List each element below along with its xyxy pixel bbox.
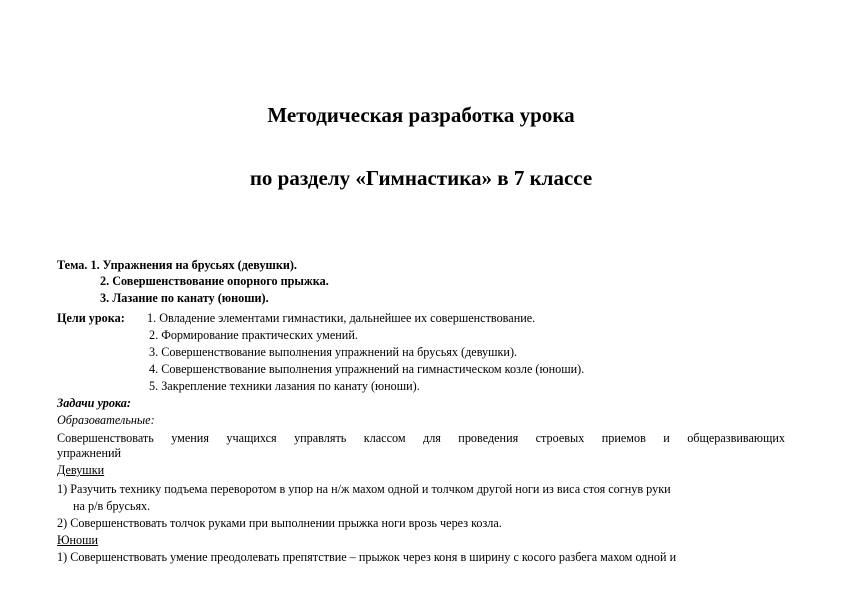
goal-item-5: 5. Закрепление техники лазания по канату (юноши). xyxy=(149,379,420,393)
topic-line-1 xyxy=(57,258,297,273)
goal-item-3: 3. Совершенствование выполнения упражнений на брусьях (девушки). xyxy=(149,345,518,359)
document-subtitle: по разделу «Гимнастика» в 7 классе xyxy=(249,166,593,190)
boys-heading: Юноши xyxy=(57,533,99,547)
goal-item-2: 2. Формирование практических умений. xyxy=(149,328,358,342)
girls-heading: Девушки xyxy=(57,463,105,477)
girls-item-2: 2) Совершенствовать толчок руками при выполнении прыжка ноги врозь через козла. xyxy=(57,516,502,530)
tasks-paragraph-line-2: упражнений xyxy=(57,446,122,460)
topic-item-3: 3. Лазание по канату (юноши). xyxy=(100,291,269,305)
topic-item-2: 2. Совершенствование опорного прыжка. xyxy=(100,274,329,288)
tasks-educational-heading: Образовательные: xyxy=(57,413,155,427)
goal-item-4: 4. Совершенствование выполнения упражнений на гимнастическом козле (юноши). xyxy=(149,362,585,376)
topic-label: Тема. xyxy=(57,258,88,272)
girls-item-1-line-2: на р/в брусьях. xyxy=(73,499,151,513)
goal-item-1: 1. Овладение элементами гимнастики, дальнейшее их совершенствование. xyxy=(147,311,536,325)
topic-item-1: 1. Упражнения на брусьях (девушки). xyxy=(90,258,297,272)
girls-item-1-line-1: 1) Разучить технику подъема переворотом в упор на н/ж махом одной и толчком другой ноги из виса стоя согнув руки xyxy=(57,482,671,496)
document-title: Методическая разработка урока xyxy=(267,103,575,127)
tasks-paragraph-line-1: Совершенствовать умения учащихся управлять классом для проведения строевых приемов и общеразвивающих xyxy=(57,431,785,445)
tasks-heading: Задачи урока: xyxy=(57,396,131,410)
goals-label: Цели урока: xyxy=(57,311,125,325)
boys-item-1: 1) Совершенствовать умение преодолевать препятствие – прыжок через коня в ширину с косого разбега махом одной и xyxy=(57,550,677,564)
